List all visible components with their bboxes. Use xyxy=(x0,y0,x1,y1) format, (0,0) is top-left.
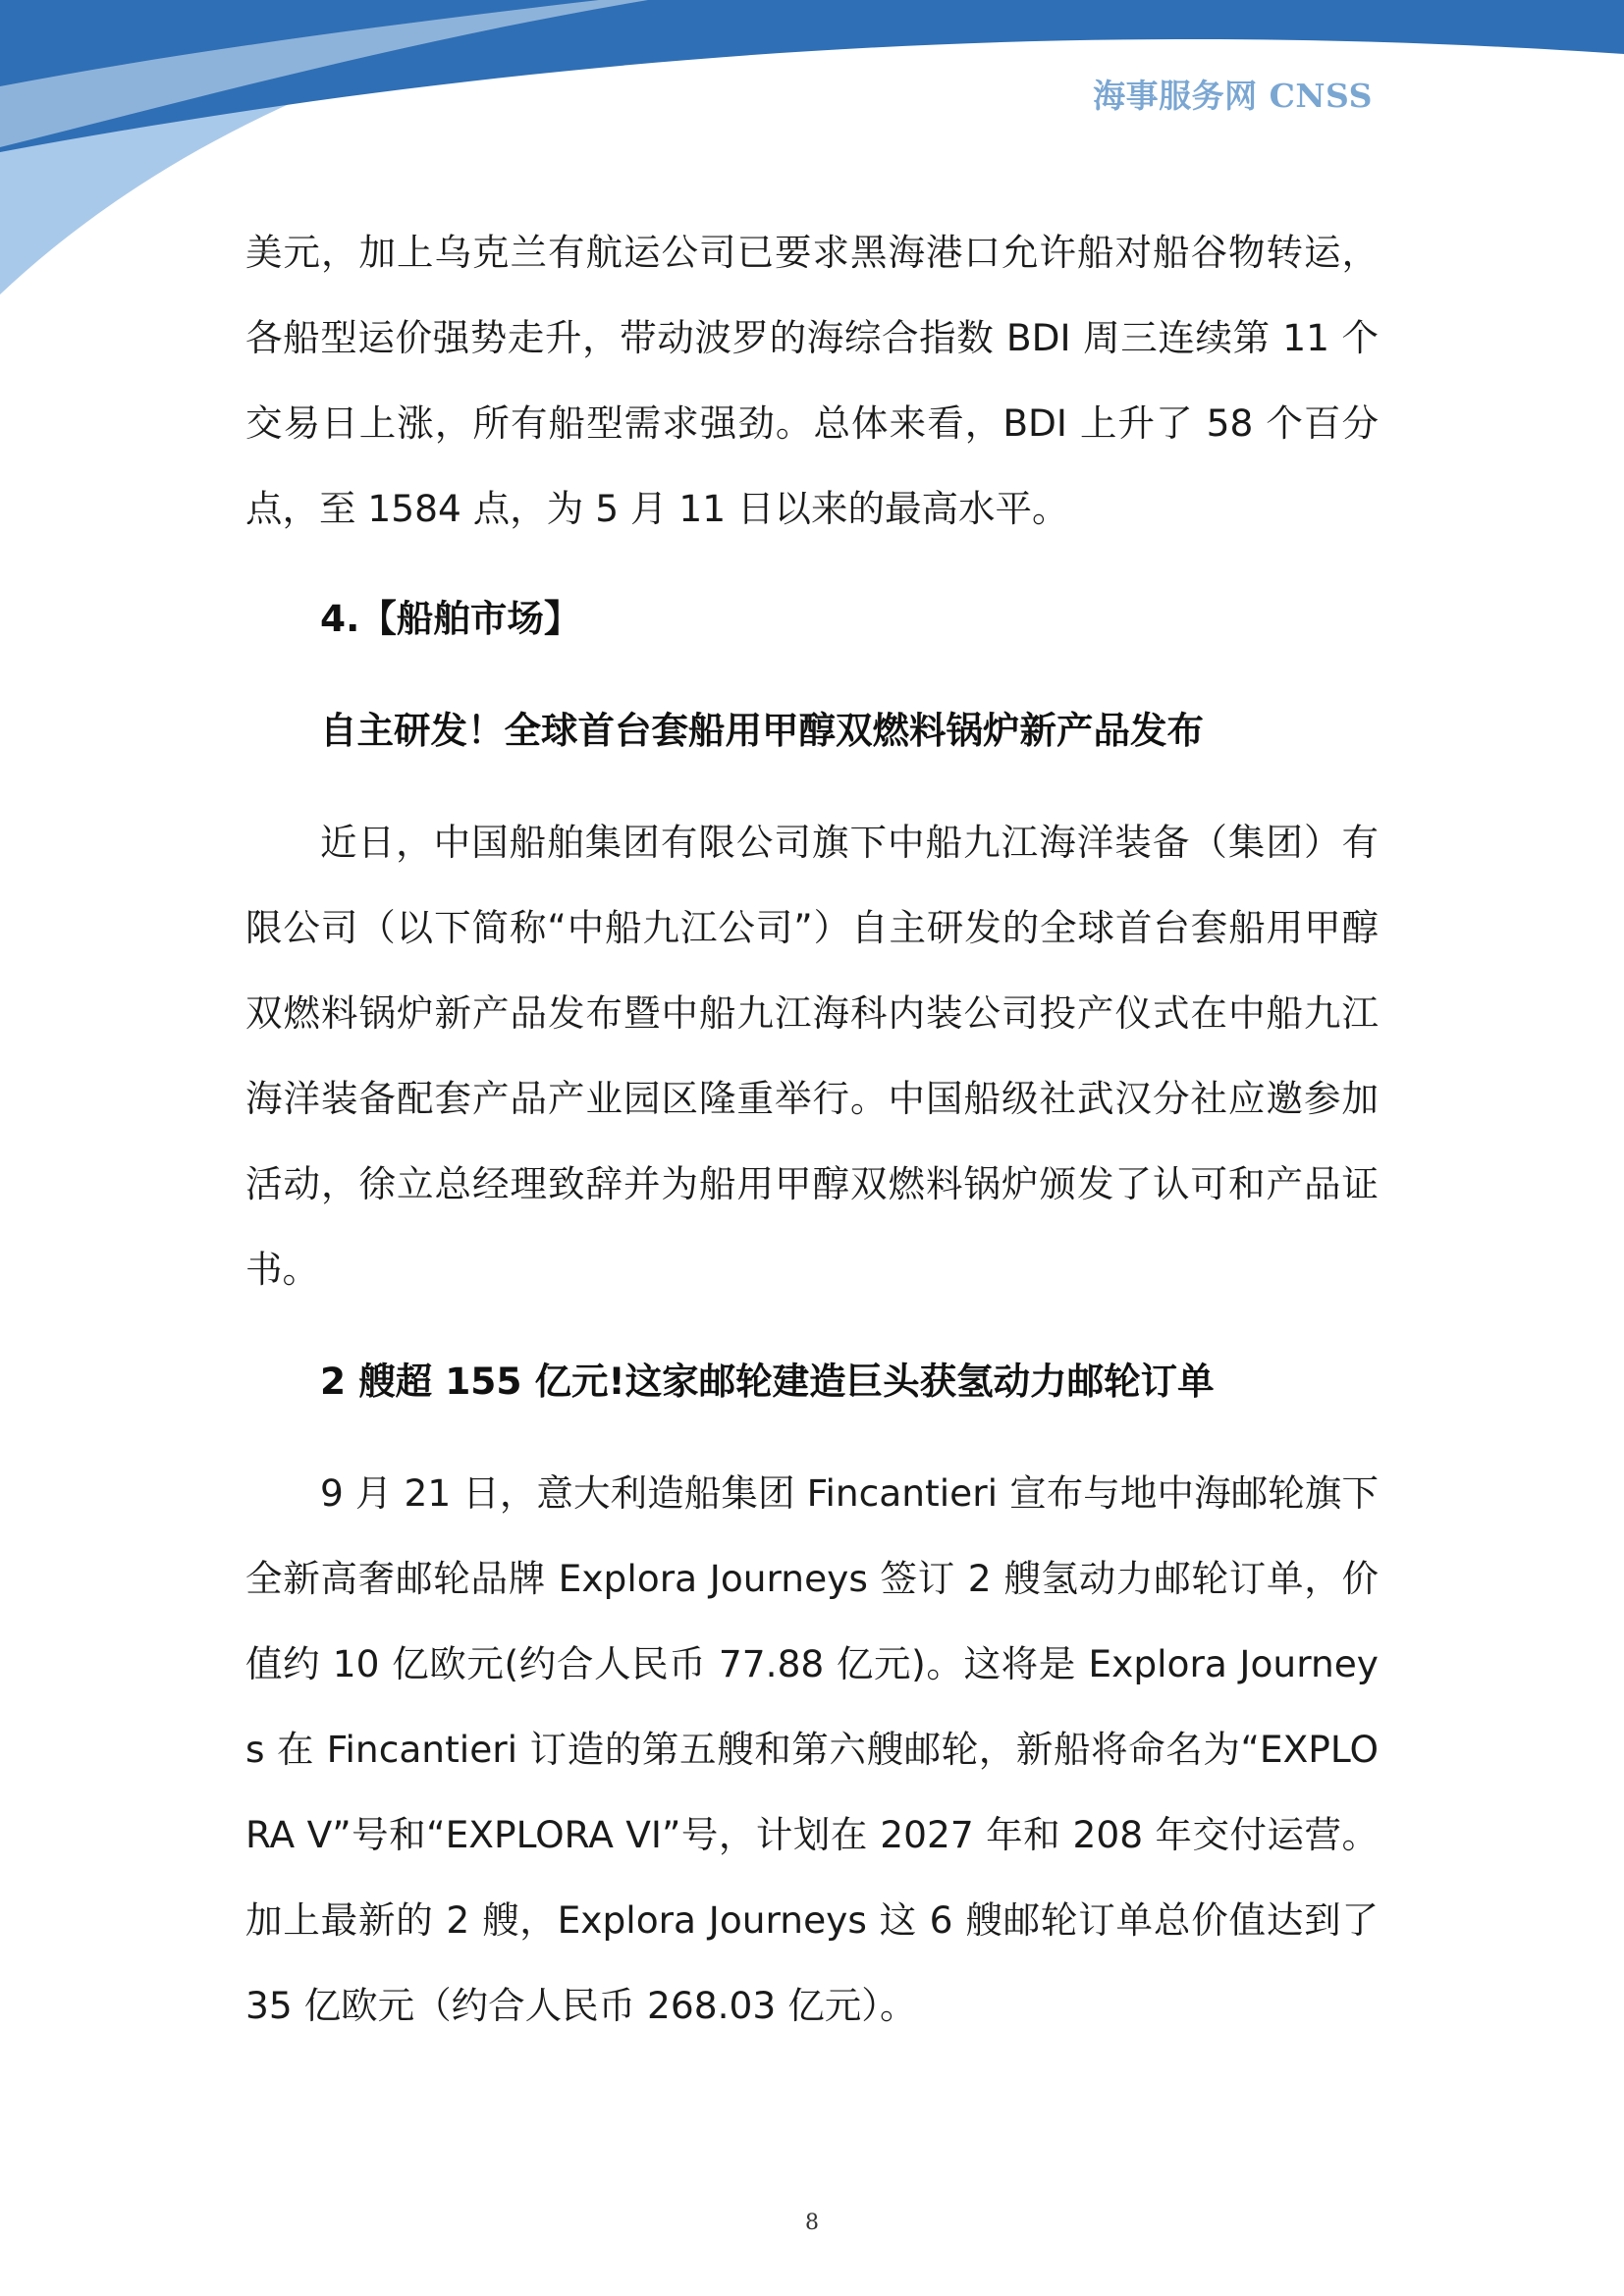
document-body xyxy=(245,210,1379,2049)
article1-paragraph: 近日，中国船舶集团有限公司旗下中船九江海洋装备（集团）有限公司（以下简称“中船九江公司”）自主研发的全球首台套船用甲醇双燃料锅炉新产品发布暨中船九江海科内装公司投产仪式在中船九江海洋装备配套产品产业园区隆重举行。中国船级社武汉分社应邀参加活动，徐立总经理致辞并为船用甲醇双燃料锅炉颁发了认可和产品证书。 xyxy=(245,821,1379,1291)
intro-paragraph: 美元，加上乌克兰有航运公司已要求黑海港口允许船对船谷物转运，各船型运价强势走升，带动波罗的海综合指数 BDI 周三连续第 11 个交易日上涨，所有船型需求强劲。总体来看，BDI 上升了 58 个百分点，至 1584 点，为 5 月 11 日以来的最高水平。 xyxy=(245,231,1379,530)
brand-title: 海事服务网 CNSS xyxy=(1093,77,1373,115)
article2-paragraph: 9 月 21 日，意大利造船集团 Fincantieri 宣布与地中海邮轮旗下全新高奢邮轮品牌 Explora Journeys 签订 2 艘氢动力邮轮订单，价值约 10 亿欧元(约合人民币 77.88 亿元)。这将是 Explora Journeys 在 Fincantieri 订造的第五艘和第六艘邮轮，新船将命名为“EXPLORA V”号和“EXPLORA VI”号，计划在 2027 年和 208 年交付运营。加上最新的 2 艘，Explora Journeys 这 6 艘邮轮订单总价值达到了 35 亿欧元（约合人民币 268.03 亿元）。 xyxy=(245,1471,1379,2027)
page-number: 8 xyxy=(805,2211,819,2235)
article1-title: 自主研发！全球首台套船用甲醇双燃料锅炉新产品发布 xyxy=(320,709,1204,752)
section-heading-ship-market: 4.【船舶市场】 xyxy=(320,597,581,640)
article2-title: 2 艘超 155 亿元!这家邮轮建造巨头获氢动力邮轮订单 xyxy=(320,1360,1215,1403)
